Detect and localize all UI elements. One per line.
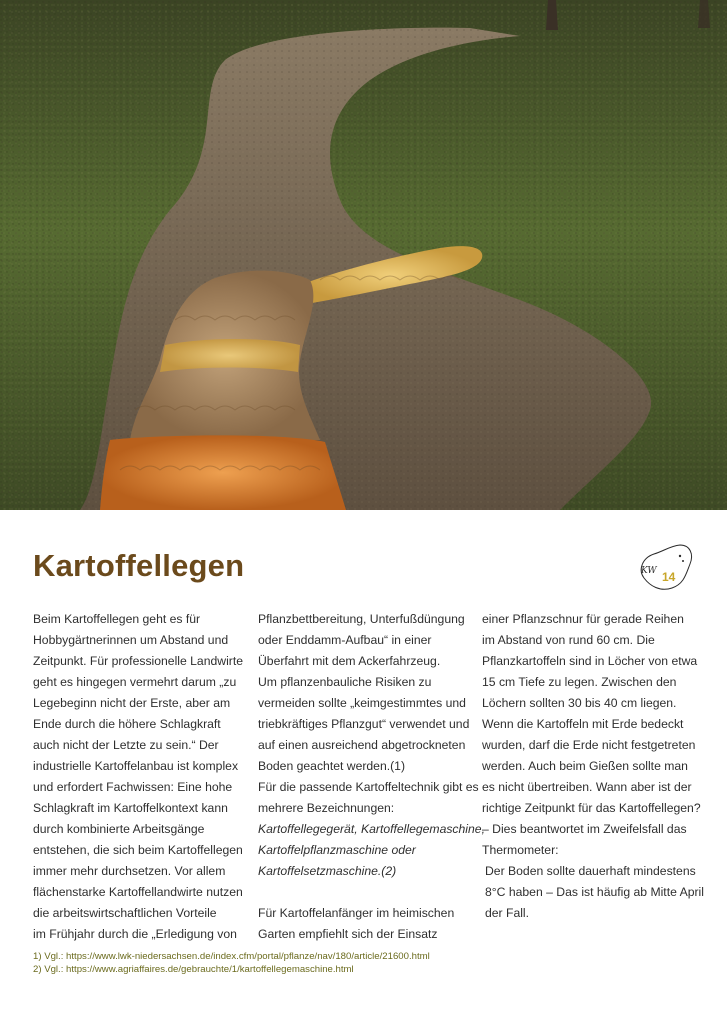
text-line: Wenn die Kartoffeln mit Erde bedeckt bbox=[482, 717, 684, 731]
text-line: Um pflanzenbauliche Risiken zu bbox=[258, 675, 432, 689]
text-column-3 bbox=[482, 609, 704, 924]
text-line: – Dies beantwortet im Zweifelsfall das bbox=[482, 822, 687, 836]
text-line: Löchern sollten 30 bis 40 cm liegen. bbox=[482, 696, 677, 710]
text-line: Pflanzbettbereitung, Unterfußdüngung bbox=[258, 612, 465, 626]
text-line: flächenstarke Kartoffellandwirte nutzen bbox=[33, 885, 243, 899]
text-line: Pflanzkartoffeln sind in Löcher von etwa bbox=[482, 654, 698, 668]
text-line: industrielle Kartoffelanbau ist komplex bbox=[33, 759, 239, 773]
dirt-texture bbox=[0, 0, 727, 510]
text-line: Für Kartoffelanfänger im heimischen bbox=[258, 906, 455, 920]
badge-number: 14 bbox=[662, 570, 676, 584]
text-line: durch kombinierte Arbeitsgänge bbox=[33, 822, 205, 836]
italic-text-line: Kartoffelsetzmaschine.(2) bbox=[258, 864, 397, 878]
tree-trunk bbox=[546, 0, 558, 30]
text-line: Thermometer: bbox=[482, 843, 559, 857]
footnote-2: 2) Vgl.: https://www.agriaffaires.de/gebrauchte/1/kartoffellegemaschine.html bbox=[33, 964, 354, 975]
text-line: oder Enddamm-Aufbau“ in einer bbox=[258, 633, 432, 647]
text-line: 15 cm Tiefe zu legen. Zwischen den bbox=[482, 675, 677, 689]
text-line: werden. Auch beim Gießen sollte man bbox=[482, 759, 688, 773]
footnote-1: 1) Vgl.: https://www.lwk-niedersachsen.de/index.cfm/portal/pflanze/nav/180/article/21600.html bbox=[33, 951, 430, 962]
italic-text-line: Kartoffellegegerät, Kartoffellegemaschine, bbox=[258, 822, 485, 836]
text-line: vermeiden sollte „keimgestimmtes und bbox=[258, 696, 466, 710]
page-title: Kartoffellegen bbox=[33, 548, 245, 583]
header-photo bbox=[0, 0, 727, 510]
text-line: auch nicht der Letzte zu sein.“ Der bbox=[33, 738, 219, 752]
badge-logo: KW bbox=[641, 566, 657, 576]
text-line: und erfordert Fachwissen: Eine hohe bbox=[33, 780, 233, 794]
text-line: wurden, darf die Erde nicht festgetreten bbox=[482, 738, 696, 752]
text-line: Überfahrt mit dem Ackerfahrzeug. bbox=[258, 654, 441, 668]
potato-orange-band bbox=[100, 435, 346, 510]
text-line: entstehen, die sich beim Kartoffellegen bbox=[33, 843, 243, 857]
blank-line bbox=[258, 882, 473, 903]
text-line: geht es hingegen vermehrt darum „zu bbox=[33, 675, 237, 689]
potato-eye-icon bbox=[679, 555, 681, 557]
text-column-1 bbox=[33, 609, 244, 945]
footnote-ref-line: Boden geachtet werden.(1) bbox=[258, 759, 406, 773]
text-line: einer Pflanzschnur für gerade Reihen bbox=[482, 612, 684, 626]
text-line: 8°C haben – Das ist häufig ab Mitte April bbox=[485, 885, 704, 899]
text-line: richtige Zeitpunkt für das Kartoffellegen? bbox=[482, 801, 701, 815]
text-line: die arbeitswirtschaftlichen Vorteile bbox=[33, 906, 217, 920]
footnotes bbox=[33, 950, 430, 976]
text-line: Hobbygärtnerinnen um Abstand und bbox=[33, 633, 229, 647]
potato-eye-icon bbox=[682, 560, 684, 562]
text-line: Schlagkraft im Kartoffelkontext kann bbox=[33, 801, 228, 815]
text-line: Zeitpunkt. Für professionelle Landwirte bbox=[33, 654, 244, 668]
text-line: Legebeginn nicht der Erste, aber am bbox=[33, 696, 231, 710]
text-line: Garten empfiehlt sich der Einsatz bbox=[258, 927, 438, 941]
text-line: im Frühjahr durch die „Erledigung von bbox=[33, 927, 237, 941]
text-line: Der Boden sollte dauerhaft mindestens bbox=[485, 864, 696, 878]
text-line: Beim Kartoffellegen geht es für bbox=[33, 612, 201, 626]
text-line: der Fall. bbox=[485, 906, 530, 920]
text-line: mehrere Bezeichnungen: bbox=[258, 801, 395, 815]
tree-trunk-2 bbox=[698, 0, 710, 28]
text-line: triebkräftiges Pflanzgut“ verwendet und bbox=[258, 717, 470, 731]
text-column-2 bbox=[258, 609, 485, 945]
text-line: es nicht übertreiben. Wann aber ist der bbox=[482, 780, 692, 794]
week-badge bbox=[634, 540, 696, 596]
text-line: auf einen ausreichend abgetrockneten bbox=[258, 738, 466, 752]
italic-text-line: Kartoffelpflanzmaschine oder bbox=[258, 843, 416, 857]
text-line: Ende durch die höhere Schlagkraft bbox=[33, 717, 221, 731]
text-line: im Abstand von rund 60 cm. Die bbox=[482, 633, 655, 647]
potato-yellow-mid-band bbox=[160, 339, 300, 372]
text-line: Für die passende Kartoffeltechnik gibt es bbox=[258, 780, 479, 794]
text-line: immer mehr durchsetzen. Vor allem bbox=[33, 864, 226, 878]
